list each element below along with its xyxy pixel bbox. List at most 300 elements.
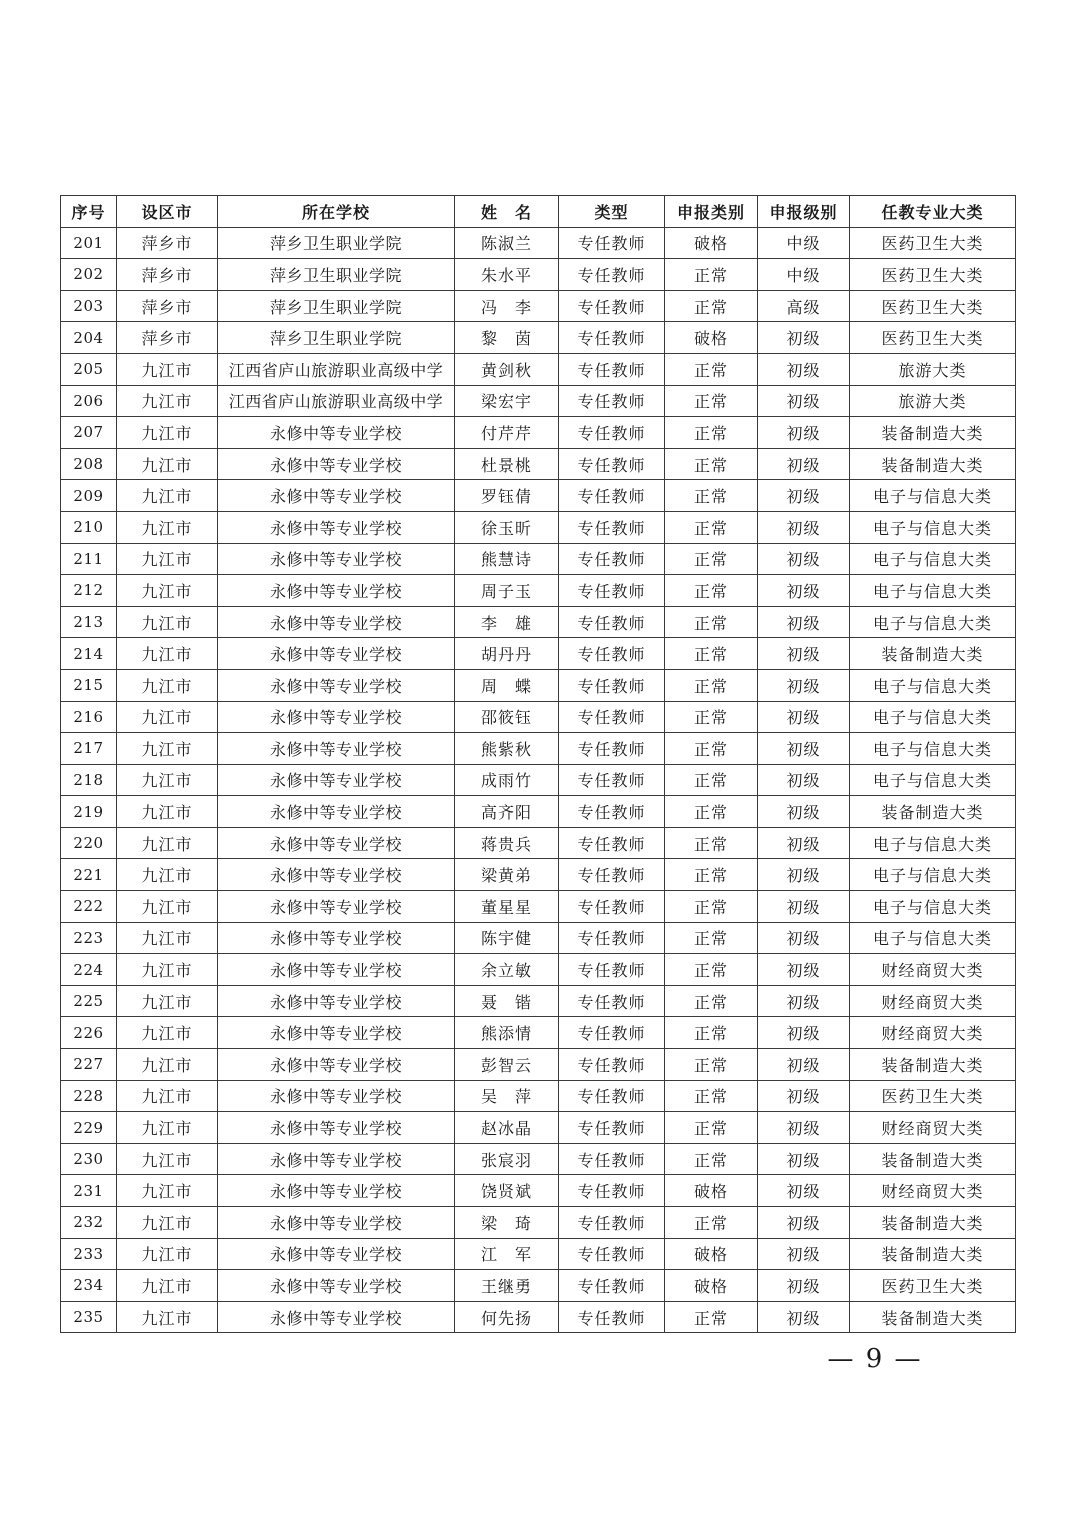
cell-application-category: 破格	[665, 322, 758, 354]
cell-application-category: 正常	[665, 480, 758, 512]
cell-name: 熊慧诗	[455, 543, 559, 575]
table-row	[61, 733, 1016, 765]
cell-teaching-major: 医药卫生大类	[850, 1080, 1016, 1112]
cell-index: 213	[61, 606, 117, 638]
cell-teaching-major: 装备制造大类	[850, 448, 1016, 480]
cell-index: 231	[61, 1175, 117, 1207]
cell-type: 专任教师	[559, 1143, 665, 1175]
cell-school: 永修中等专业学校	[218, 606, 455, 638]
cell-school: 永修中等专业学校	[218, 764, 455, 796]
cell-index: 206	[61, 385, 117, 417]
cell-application-level: 初级	[758, 764, 850, 796]
cell-city: 九江市	[117, 922, 218, 954]
cell-name: 徐玉昕	[455, 511, 559, 543]
cell-city: 九江市	[117, 575, 218, 607]
cell-teaching-major: 装备制造大类	[850, 1301, 1016, 1333]
cell-index: 215	[61, 669, 117, 701]
cell-type: 专任教师	[559, 290, 665, 322]
cell-application-category: 正常	[665, 575, 758, 607]
cell-name: 彭智云	[455, 1049, 559, 1081]
cell-name: 冯 李	[455, 290, 559, 322]
cell-teaching-major: 电子与信息大类	[850, 511, 1016, 543]
cell-name: 赵冰晶	[455, 1112, 559, 1144]
cell-index: 210	[61, 511, 117, 543]
cell-type: 专任教师	[559, 1301, 665, 1333]
cell-school: 永修中等专业学校	[218, 1301, 455, 1333]
cell-city: 九江市	[117, 733, 218, 765]
cell-type: 专任教师	[559, 985, 665, 1017]
cell-name: 成雨竹	[455, 764, 559, 796]
cell-application-level: 初级	[758, 543, 850, 575]
cell-name: 陈宇健	[455, 922, 559, 954]
cell-application-category: 正常	[665, 764, 758, 796]
cell-teaching-major: 电子与信息大类	[850, 701, 1016, 733]
cell-teaching-major: 装备制造大类	[850, 417, 1016, 449]
cell-application-level: 初级	[758, 1301, 850, 1333]
cell-application-level: 初级	[758, 417, 850, 449]
cell-city: 九江市	[117, 1207, 218, 1239]
table-row	[61, 1270, 1016, 1302]
cell-city: 九江市	[117, 859, 218, 891]
cell-city: 九江市	[117, 796, 218, 828]
cell-application-level: 初级	[758, 606, 850, 638]
cell-teaching-major: 电子与信息大类	[850, 922, 1016, 954]
cell-city: 九江市	[117, 954, 218, 986]
cell-teaching-major: 旅游大类	[850, 385, 1016, 417]
cell-type: 专任教师	[559, 385, 665, 417]
cell-name: 黄剑秋	[455, 353, 559, 385]
cell-teaching-major: 财经商贸大类	[850, 954, 1016, 986]
cell-index: 202	[61, 259, 117, 291]
cell-application-category: 正常	[665, 385, 758, 417]
cell-name: 熊紫秋	[455, 733, 559, 765]
cell-name: 付芹芹	[455, 417, 559, 449]
cell-application-level: 初级	[758, 1049, 850, 1081]
cell-application-category: 正常	[665, 1112, 758, 1144]
cell-school: 永修中等专业学校	[218, 638, 455, 670]
table-body	[61, 227, 1016, 1333]
cell-city: 九江市	[117, 638, 218, 670]
cell-name: 梁 琦	[455, 1207, 559, 1239]
cell-application-category: 正常	[665, 859, 758, 891]
cell-city: 九江市	[117, 1301, 218, 1333]
cell-index: 230	[61, 1143, 117, 1175]
cell-application-category: 正常	[665, 353, 758, 385]
header-cell-name: 姓 名	[455, 196, 559, 228]
cell-application-level: 初级	[758, 1112, 850, 1144]
cell-city: 萍乡市	[117, 290, 218, 322]
cell-application-category: 正常	[665, 891, 758, 923]
cell-application-category: 正常	[665, 511, 758, 543]
cell-school: 萍乡卫生职业学院	[218, 322, 455, 354]
cell-application-level: 中级	[758, 259, 850, 291]
cell-index: 224	[61, 954, 117, 986]
cell-name: 梁宏宇	[455, 385, 559, 417]
cell-school: 永修中等专业学校	[218, 511, 455, 543]
cell-application-level: 初级	[758, 448, 850, 480]
cell-school: 永修中等专业学校	[218, 1143, 455, 1175]
table-row	[61, 290, 1016, 322]
cell-city: 九江市	[117, 1080, 218, 1112]
cell-index: 228	[61, 1080, 117, 1112]
cell-teaching-major: 装备制造大类	[850, 796, 1016, 828]
cell-city: 九江市	[117, 1049, 218, 1081]
table-row	[61, 448, 1016, 480]
cell-city: 九江市	[117, 1112, 218, 1144]
cell-type: 专任教师	[559, 353, 665, 385]
cell-school: 萍乡卫生职业学院	[218, 259, 455, 291]
cell-teaching-major: 电子与信息大类	[850, 669, 1016, 701]
cell-index: 234	[61, 1270, 117, 1302]
table-row	[61, 701, 1016, 733]
cell-city: 九江市	[117, 543, 218, 575]
cell-index: 212	[61, 575, 117, 607]
cell-teaching-major: 财经商贸大类	[850, 1175, 1016, 1207]
cell-city: 九江市	[117, 385, 218, 417]
cell-application-category: 破格	[665, 1270, 758, 1302]
cell-index: 203	[61, 290, 117, 322]
table-row	[61, 1207, 1016, 1239]
cell-school: 萍乡卫生职业学院	[218, 290, 455, 322]
cell-type: 专任教师	[559, 322, 665, 354]
cell-application-level: 初级	[758, 575, 850, 607]
cell-teaching-major: 财经商贸大类	[850, 1112, 1016, 1144]
cell-name: 饶贤斌	[455, 1175, 559, 1207]
cell-application-level: 初级	[758, 480, 850, 512]
cell-type: 专任教师	[559, 891, 665, 923]
cell-application-level: 高级	[758, 290, 850, 322]
cell-index: 227	[61, 1049, 117, 1081]
teacher-roster-table	[60, 195, 1016, 1333]
cell-application-category: 正常	[665, 638, 758, 670]
cell-name: 蒋贵兵	[455, 827, 559, 859]
cell-name: 董星星	[455, 891, 559, 923]
cell-type: 专任教师	[559, 259, 665, 291]
cell-application-category: 正常	[665, 290, 758, 322]
table-row	[61, 985, 1016, 1017]
cell-application-category: 正常	[665, 1143, 758, 1175]
cell-school: 永修中等专业学校	[218, 1049, 455, 1081]
cell-application-category: 正常	[665, 417, 758, 449]
cell-city: 萍乡市	[117, 259, 218, 291]
cell-index: 216	[61, 701, 117, 733]
table-row	[61, 1238, 1016, 1270]
table-row	[61, 764, 1016, 796]
table-row	[61, 575, 1016, 607]
cell-application-category: 正常	[665, 448, 758, 480]
cell-application-level: 初级	[758, 796, 850, 828]
header-cell-application-category: 申报类别	[665, 196, 758, 228]
cell-name: 朱水平	[455, 259, 559, 291]
table-row	[61, 1080, 1016, 1112]
cell-index: 204	[61, 322, 117, 354]
cell-name: 高齐阳	[455, 796, 559, 828]
cell-application-level: 初级	[758, 922, 850, 954]
cell-school: 永修中等专业学校	[218, 922, 455, 954]
cell-school: 永修中等专业学校	[218, 1080, 455, 1112]
cell-index: 222	[61, 891, 117, 923]
cell-school: 永修中等专业学校	[218, 1112, 455, 1144]
cell-type: 专任教师	[559, 1112, 665, 1144]
cell-type: 专任教师	[559, 701, 665, 733]
cell-application-level: 初级	[758, 954, 850, 986]
cell-city: 萍乡市	[117, 322, 218, 354]
table-row	[61, 353, 1016, 385]
cell-name: 余立敏	[455, 954, 559, 986]
cell-application-level: 初级	[758, 1270, 850, 1302]
table-row	[61, 322, 1016, 354]
cell-application-category: 破格	[665, 1238, 758, 1270]
cell-application-level: 初级	[758, 1175, 850, 1207]
cell-application-level: 初级	[758, 891, 850, 923]
cell-application-level: 初级	[758, 322, 850, 354]
cell-application-category: 正常	[665, 796, 758, 828]
cell-application-category: 正常	[665, 733, 758, 765]
header-cell-teaching-major: 任教专业大类	[850, 196, 1016, 228]
cell-name: 陈淑兰	[455, 227, 559, 259]
cell-type: 专任教师	[559, 417, 665, 449]
cell-name: 周子玉	[455, 575, 559, 607]
table-row	[61, 385, 1016, 417]
cell-index: 220	[61, 827, 117, 859]
cell-teaching-major: 装备制造大类	[850, 1049, 1016, 1081]
cell-teaching-major: 医药卫生大类	[850, 322, 1016, 354]
cell-teaching-major: 电子与信息大类	[850, 827, 1016, 859]
table-row	[61, 859, 1016, 891]
cell-application-category: 正常	[665, 543, 758, 575]
cell-index: 214	[61, 638, 117, 670]
cell-application-category: 正常	[665, 1017, 758, 1049]
cell-type: 专任教师	[559, 575, 665, 607]
cell-index: 208	[61, 448, 117, 480]
cell-application-level: 初级	[758, 1238, 850, 1270]
cell-application-category: 正常	[665, 1080, 758, 1112]
cell-type: 专任教师	[559, 1080, 665, 1112]
cell-application-category: 正常	[665, 985, 758, 1017]
cell-city: 九江市	[117, 701, 218, 733]
table-row	[61, 543, 1016, 575]
header-cell-school: 所在学校	[218, 196, 455, 228]
cell-application-category: 正常	[665, 701, 758, 733]
cell-type: 专任教师	[559, 1238, 665, 1270]
table-row	[61, 1017, 1016, 1049]
cell-city: 九江市	[117, 985, 218, 1017]
header-cell-city: 设区市	[117, 196, 218, 228]
cell-application-level: 初级	[758, 1143, 850, 1175]
cell-school: 永修中等专业学校	[218, 575, 455, 607]
table-row	[61, 922, 1016, 954]
cell-application-level: 初级	[758, 669, 850, 701]
cell-school: 永修中等专业学校	[218, 954, 455, 986]
cell-type: 专任教师	[559, 733, 665, 765]
cell-school: 永修中等专业学校	[218, 1175, 455, 1207]
cell-school: 永修中等专业学校	[218, 448, 455, 480]
cell-city: 九江市	[117, 606, 218, 638]
cell-teaching-major: 电子与信息大类	[850, 480, 1016, 512]
table-row	[61, 1175, 1016, 1207]
cell-school: 永修中等专业学校	[218, 1270, 455, 1302]
cell-index: 226	[61, 1017, 117, 1049]
cell-index: 233	[61, 1238, 117, 1270]
cell-application-level: 初级	[758, 827, 850, 859]
cell-name: 熊添情	[455, 1017, 559, 1049]
cell-application-level: 初级	[758, 1080, 850, 1112]
cell-city: 九江市	[117, 669, 218, 701]
table-row	[61, 1143, 1016, 1175]
cell-school: 永修中等专业学校	[218, 796, 455, 828]
cell-type: 专任教师	[559, 669, 665, 701]
cell-school: 永修中等专业学校	[218, 701, 455, 733]
cell-application-level: 初级	[758, 985, 850, 1017]
cell-application-level: 初级	[758, 511, 850, 543]
cell-type: 专任教师	[559, 606, 665, 638]
cell-name: 江 军	[455, 1238, 559, 1270]
cell-name: 胡丹丹	[455, 638, 559, 670]
cell-school: 永修中等专业学校	[218, 891, 455, 923]
cell-school: 永修中等专业学校	[218, 1207, 455, 1239]
cell-name: 梁黄弟	[455, 859, 559, 891]
table-row	[61, 891, 1016, 923]
cell-index: 218	[61, 764, 117, 796]
cell-teaching-major: 医药卫生大类	[850, 290, 1016, 322]
cell-index: 225	[61, 985, 117, 1017]
table-row	[61, 480, 1016, 512]
cell-teaching-major: 医药卫生大类	[850, 259, 1016, 291]
cell-application-level: 初级	[758, 733, 850, 765]
cell-application-level: 初级	[758, 385, 850, 417]
cell-school: 永修中等专业学校	[218, 543, 455, 575]
cell-name: 罗钰倩	[455, 480, 559, 512]
cell-index: 211	[61, 543, 117, 575]
cell-city: 九江市	[117, 448, 218, 480]
cell-index: 209	[61, 480, 117, 512]
cell-type: 专任教师	[559, 827, 665, 859]
cell-teaching-major: 旅游大类	[850, 353, 1016, 385]
cell-school: 永修中等专业学校	[218, 417, 455, 449]
cell-city: 九江市	[117, 764, 218, 796]
cell-school: 永修中等专业学校	[218, 480, 455, 512]
cell-city: 九江市	[117, 827, 218, 859]
cell-name: 聂 锴	[455, 985, 559, 1017]
cell-type: 专任教师	[559, 1049, 665, 1081]
cell-application-level: 初级	[758, 353, 850, 385]
cell-type: 专任教师	[559, 1017, 665, 1049]
cell-type: 专任教师	[559, 638, 665, 670]
cell-school: 江西省庐山旅游职业高级中学	[218, 385, 455, 417]
cell-index: 205	[61, 353, 117, 385]
cell-index: 201	[61, 227, 117, 259]
table-row	[61, 1112, 1016, 1144]
cell-school: 永修中等专业学校	[218, 827, 455, 859]
cell-name: 黎 茵	[455, 322, 559, 354]
cell-city: 九江市	[117, 1143, 218, 1175]
cell-index: 229	[61, 1112, 117, 1144]
cell-city: 九江市	[117, 480, 218, 512]
table-row	[61, 511, 1016, 543]
cell-name: 何先扬	[455, 1301, 559, 1333]
cell-type: 专任教师	[559, 448, 665, 480]
table-header	[61, 196, 1016, 228]
table-row	[61, 227, 1016, 259]
cell-teaching-major: 装备制造大类	[850, 1143, 1016, 1175]
cell-teaching-major: 装备制造大类	[850, 1207, 1016, 1239]
cell-school: 永修中等专业学校	[218, 1017, 455, 1049]
cell-type: 专任教师	[559, 543, 665, 575]
cell-application-category: 正常	[665, 606, 758, 638]
cell-type: 专任教师	[559, 480, 665, 512]
cell-application-category: 破格	[665, 1175, 758, 1207]
table-row	[61, 1301, 1016, 1333]
cell-application-level: 初级	[758, 1017, 850, 1049]
cell-index: 221	[61, 859, 117, 891]
table-row	[61, 1049, 1016, 1081]
cell-application-level: 初级	[758, 859, 850, 891]
cell-city: 九江市	[117, 353, 218, 385]
cell-school: 永修中等专业学校	[218, 733, 455, 765]
cell-application-category: 正常	[665, 954, 758, 986]
cell-application-level: 初级	[758, 701, 850, 733]
cell-school: 萍乡卫生职业学院	[218, 227, 455, 259]
cell-teaching-major: 电子与信息大类	[850, 859, 1016, 891]
cell-school: 永修中等专业学校	[218, 669, 455, 701]
table-row	[61, 606, 1016, 638]
cell-index: 217	[61, 733, 117, 765]
cell-application-category: 正常	[665, 259, 758, 291]
cell-application-category: 正常	[665, 669, 758, 701]
cell-school: 永修中等专业学校	[218, 859, 455, 891]
cell-city: 九江市	[117, 891, 218, 923]
table-row	[61, 638, 1016, 670]
cell-type: 专任教师	[559, 796, 665, 828]
cell-application-category: 正常	[665, 1049, 758, 1081]
cell-teaching-major: 财经商贸大类	[850, 1017, 1016, 1049]
cell-type: 专任教师	[559, 511, 665, 543]
cell-type: 专任教师	[559, 227, 665, 259]
cell-application-level: 中级	[758, 227, 850, 259]
header-row	[61, 196, 1016, 228]
cell-city: 萍乡市	[117, 227, 218, 259]
cell-school: 江西省庐山旅游职业高级中学	[218, 353, 455, 385]
cell-teaching-major: 电子与信息大类	[850, 764, 1016, 796]
cell-teaching-major: 装备制造大类	[850, 638, 1016, 670]
cell-application-level: 初级	[758, 638, 850, 670]
table-row	[61, 796, 1016, 828]
cell-city: 九江市	[117, 417, 218, 449]
cell-type: 专任教师	[559, 922, 665, 954]
cell-city: 九江市	[117, 1270, 218, 1302]
cell-index: 219	[61, 796, 117, 828]
cell-teaching-major: 电子与信息大类	[850, 575, 1016, 607]
cell-name: 王继勇	[455, 1270, 559, 1302]
cell-index: 223	[61, 922, 117, 954]
cell-name: 杜景桃	[455, 448, 559, 480]
table-row	[61, 669, 1016, 701]
cell-application-category: 正常	[665, 1207, 758, 1239]
cell-type: 专任教师	[559, 1175, 665, 1207]
cell-type: 专任教师	[559, 1207, 665, 1239]
cell-city: 九江市	[117, 1238, 218, 1270]
table-row	[61, 827, 1016, 859]
cell-name: 李 雄	[455, 606, 559, 638]
cell-teaching-major: 医药卫生大类	[850, 1270, 1016, 1302]
header-cell-application-level: 申报级别	[758, 196, 850, 228]
cell-application-category: 正常	[665, 827, 758, 859]
cell-city: 九江市	[117, 1017, 218, 1049]
cell-teaching-major: 电子与信息大类	[850, 606, 1016, 638]
header-cell-type: 类型	[559, 196, 665, 228]
table-row	[61, 954, 1016, 986]
cell-type: 专任教师	[559, 954, 665, 986]
